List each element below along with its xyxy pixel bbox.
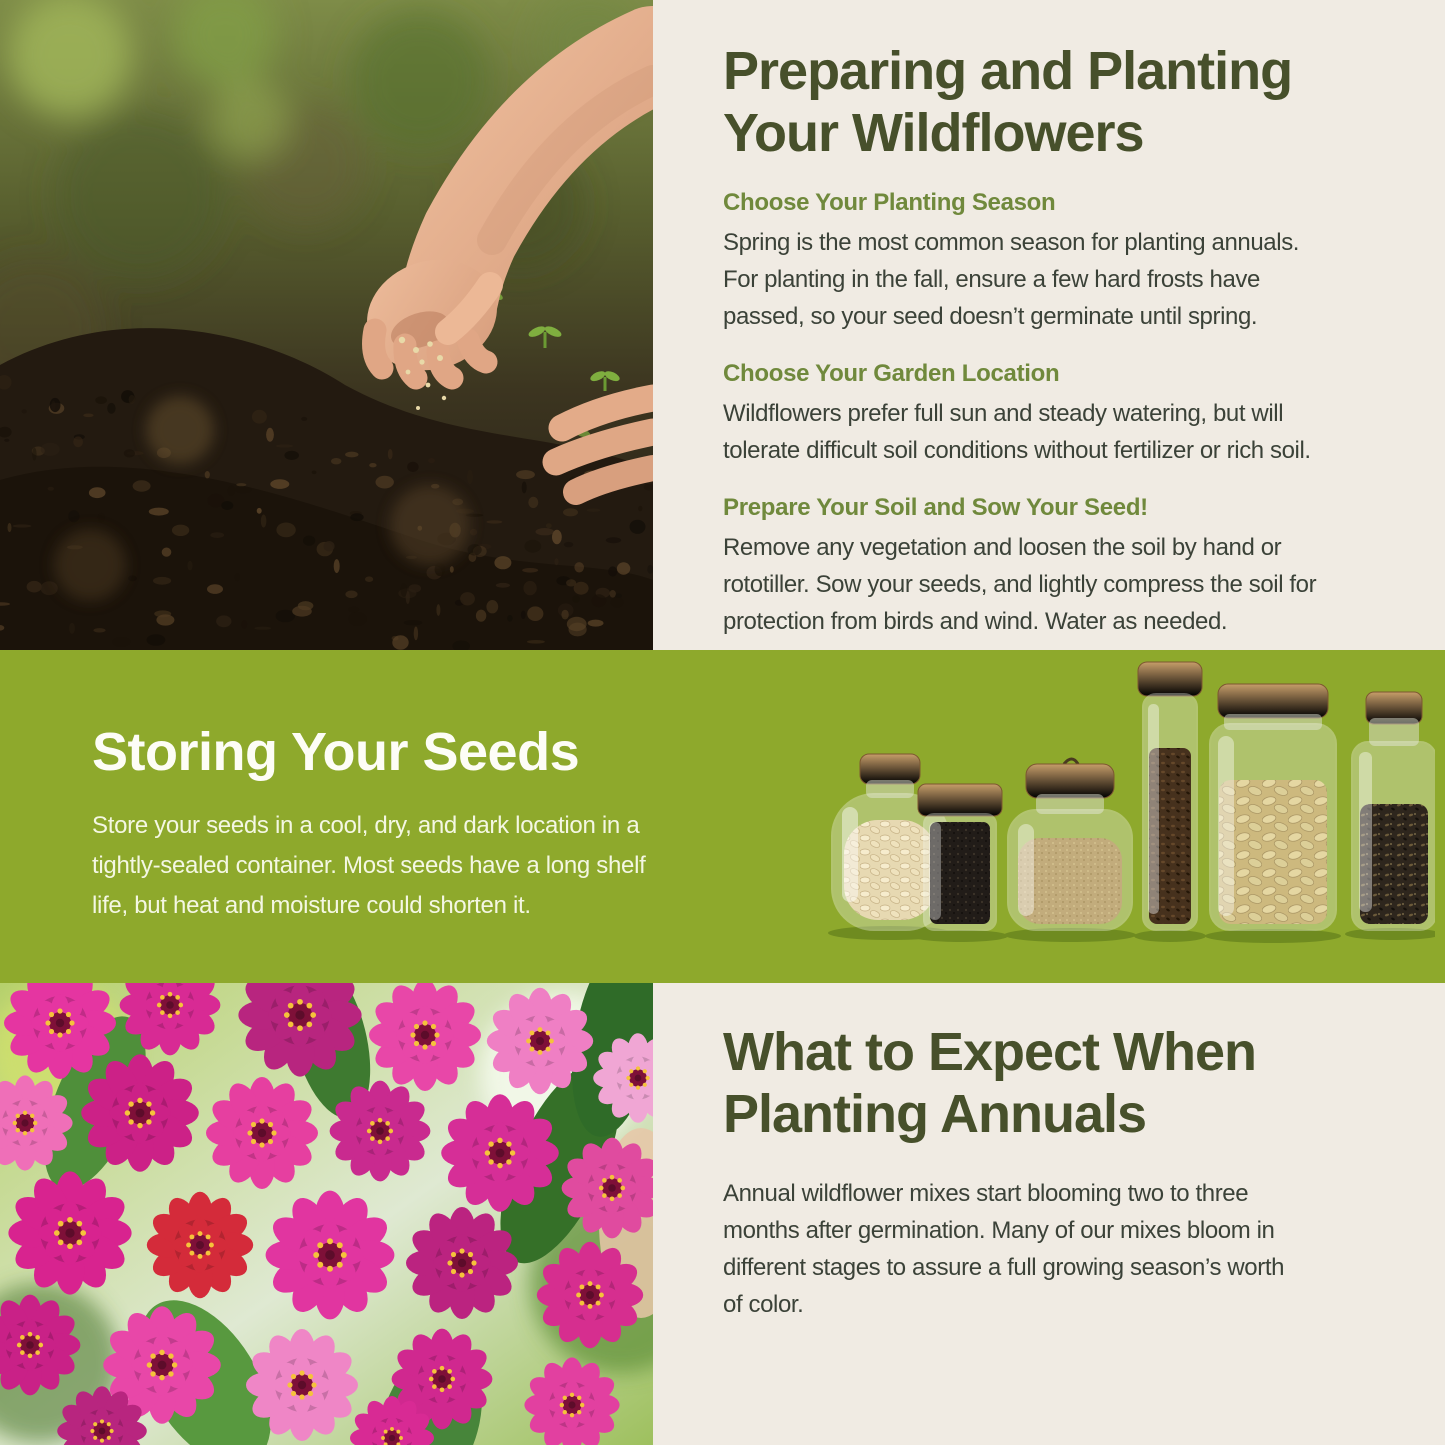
title-line: Your Wildflowers (723, 103, 1144, 163)
body-line: Annual wildflower mixes start blooming two to three (723, 1180, 1249, 1207)
jar-mixed-seeds (1352, 692, 1435, 930)
section-heading: Choose Your Planting Season (723, 189, 1056, 216)
seed-jars-illustration (820, 652, 1435, 947)
section-planting-season (723, 186, 1405, 335)
body-line: tightly-sealed container. Most seeds have a long shelf (92, 852, 646, 879)
body-line: Remove any vegetation and loosen the soil by hand or (723, 534, 1282, 561)
top-row (0, 0, 1445, 650)
band-title: Storing Your Seeds (92, 722, 580, 782)
section-prepare-soil (723, 491, 1405, 640)
body-line: life, but heat and moisture could shorten it. (92, 892, 531, 919)
body-line: of color. (723, 1291, 804, 1318)
jar-pumpkin-seeds (1210, 684, 1336, 930)
body-line: Store your seeds in a cool, dry, and dark location in a (92, 812, 640, 839)
seed-jars-photo (820, 652, 1435, 947)
jar-black-seeds (918, 784, 1002, 930)
body-line: passed, so your seed doesn’t germinate until spring. (723, 303, 1258, 330)
title-line: What to Expect When (723, 1022, 1256, 1082)
expect-panel (653, 983, 1445, 1445)
page-title (723, 40, 1405, 164)
soil-photo (0, 0, 653, 650)
jar-tall-tube (1138, 662, 1202, 930)
body-line: tolerate difficult soil conditions without fertilizer or rich soil. (723, 437, 1311, 464)
body-line: months after germination. Many of our mixes bloom in (723, 1217, 1275, 1244)
section-body (723, 529, 1405, 640)
band-body (92, 806, 732, 926)
storing-text-block (92, 722, 732, 926)
body-line: Wildflowers prefer full sun and steady watering, but will (723, 400, 1284, 427)
expect-title (723, 1021, 1405, 1145)
section-garden-location (723, 357, 1405, 469)
body-line: Spring is the most common season for planting annuals. (723, 229, 1300, 256)
flowers-photo (0, 983, 653, 1445)
body-line: protection from birds and wind. Water as needed. (723, 608, 1228, 635)
soil-photo-illustration (0, 0, 653, 650)
zinnia-bouquet-illustration (0, 983, 653, 1445)
section-body (723, 395, 1405, 469)
title-line: Planting Annuals (723, 1084, 1147, 1144)
bottom-row (0, 983, 1445, 1445)
body-line: different stages to assure a full growing season’s worth (723, 1254, 1285, 1281)
title-line: Preparing and Planting (723, 41, 1293, 101)
body-line: For planting in the fall, ensure a few hard frosts have (723, 266, 1260, 293)
section-body (723, 224, 1405, 335)
jar-tan-seeds (1008, 759, 1132, 930)
expect-body (723, 1175, 1405, 1323)
preparing-panel (653, 0, 1445, 650)
section-heading: Choose Your Garden Location (723, 360, 1060, 387)
section-heading: Prepare Your Soil and Sow Your Seed! (723, 494, 1148, 521)
body-line: rototiller. Sow your seeds, and lightly compress the soil for (723, 571, 1317, 598)
storing-seeds-band (0, 650, 1445, 983)
